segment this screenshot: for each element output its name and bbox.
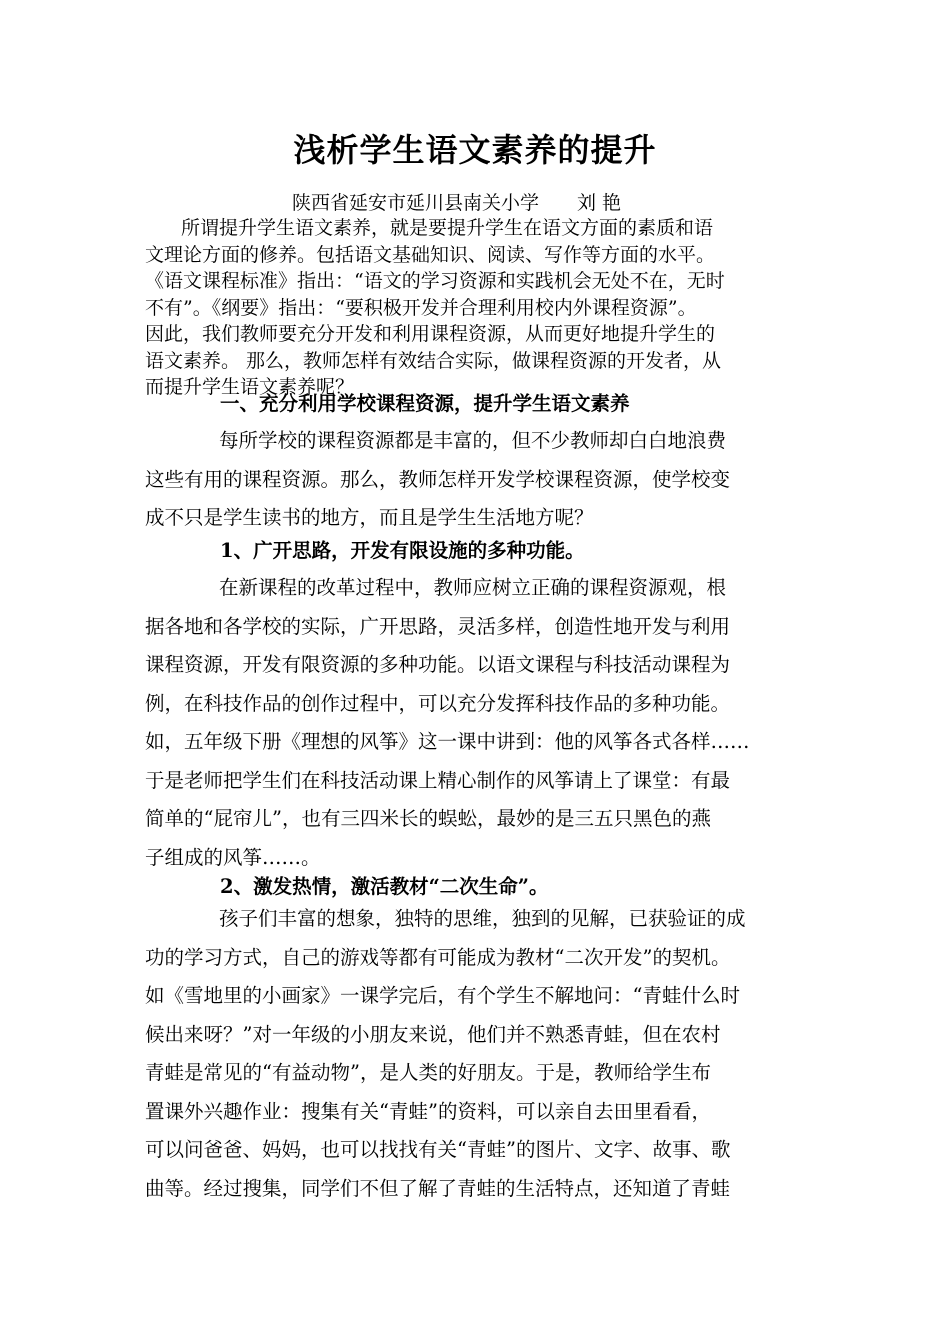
paragraph-line: 不有”。《纲要》指出：“要积极开发并合理利用校内外课程资源”。 [145, 296, 697, 319]
paragraph-line: 如《雪地里的小画家》一课学完后，有个学生不解地问：“青蛙什么时 [145, 984, 740, 1007]
paragraph-line: 子组成的风筝……。 [145, 845, 321, 869]
paragraph-line: 候出来呀？”对一年级的小朋友来说，他们并不熟悉青蛙，但在农村 [145, 1022, 721, 1046]
author-name: 刘 艳 [577, 192, 622, 214]
paragraph-line: 简单的“屁帘儿”，也有三四米长的蜈蚣，最妙的是三五只黑色的燕 [145, 807, 711, 830]
paragraph-line: 所谓提升学生语文素养，就是要提升学生在语文方面的素质和语 [181, 217, 714, 239]
paragraph-line: 据各地和各学校的实际，广开思路，灵活多样，创造性地开发与利用 [145, 614, 731, 638]
section-heading-1: 一、充分利用学校课程资源，提升学生语文素养 [220, 392, 630, 415]
section1-paragraph [145, 422, 825, 538]
paragraph-line: 青蛙是常见的“有益动物”，是人类的好朋友。于是，教师给学生布 [145, 1061, 711, 1084]
paragraph-line: 可以问爸爸、妈妈，也可以找找有关“青蛙”的图片、文字、故事、歌 [145, 1138, 731, 1161]
subsection-heading-1: 1、广开思路，开发有限设施的多种功能。 [220, 539, 585, 562]
paragraph-line: 曲等。经过搜集，同学们不但了解了青蛙的生活特点，还知道了青蛙 [145, 1176, 731, 1200]
paragraph-line: 在新课程的改革过程中，教师应树立正确的课程资源观，根 [219, 576, 727, 599]
paragraph-line: 例，在科技作品的创作过程中，可以充分发挥科技作品的多种功能。 [145, 691, 731, 715]
paragraph-line: 成不只是学生读书的地方，而且是学生生活地方呢？ [145, 506, 594, 529]
sub2-paragraph [145, 900, 825, 1208]
author-line [292, 190, 621, 216]
paragraph-line: 课程资源，开发有限资源的多种功能。以语文课程与科技活动课程为 [145, 653, 731, 676]
paragraph-line: 这些有用的课程资源。那么，教师怎样开发学校课程资源，使学校变 [145, 467, 731, 491]
paragraph-line: 置课外兴趣作业：搜集有关“青蛙”的资料，可以亲自去田里看看， [145, 1099, 711, 1123]
paragraph-line: 每所学校的课程资源都是丰富的，但不少教师却白白地浪费 [219, 429, 727, 452]
subsection-heading-2: 2、激发热情，激活教材“二次生命”。 [220, 875, 549, 898]
document-title: 浅析学生语文素养的提升 [293, 131, 657, 169]
paragraph-line: 文理论方面的修养。包括语文基础知识、阅读、写作等方面的水平。 [145, 243, 716, 266]
paragraph-line: 于是老师把学生们在科技活动课上精心制作的风筝请上了课堂：有最 [145, 768, 731, 792]
paragraph-line: 《语文课程标准》指出：“语文的学习资源和实践机会无处不在，无时 [145, 270, 725, 292]
author-school: 陕西省延安市延川县南关小学 [292, 192, 540, 214]
intro-paragraph [145, 215, 815, 401]
paragraph-line: 如，五年级下册《理想的风筝》这一课中讲到：他的风筝各式各样…… [145, 730, 750, 753]
paragraph-line: 功的学习方式，自己的游戏等都有可能成为教材“二次开发”的契机。 [145, 945, 731, 969]
paragraph-line: 而提升学生语文素养呢？ [145, 376, 355, 398]
paragraph-line: 孩子们丰富的想象，独特的思维，独到的见解，已获验证的成 [219, 907, 746, 930]
sub1-paragraph [145, 569, 825, 877]
paragraph-line: 因此，我们教师要充分开发和利用课程资源，从而更好地提升学生的 [145, 323, 716, 345]
paragraph-line: 语文素养。 那么，教师怎样有效结合实际，做课程资源的开发者，从 [145, 349, 722, 372]
